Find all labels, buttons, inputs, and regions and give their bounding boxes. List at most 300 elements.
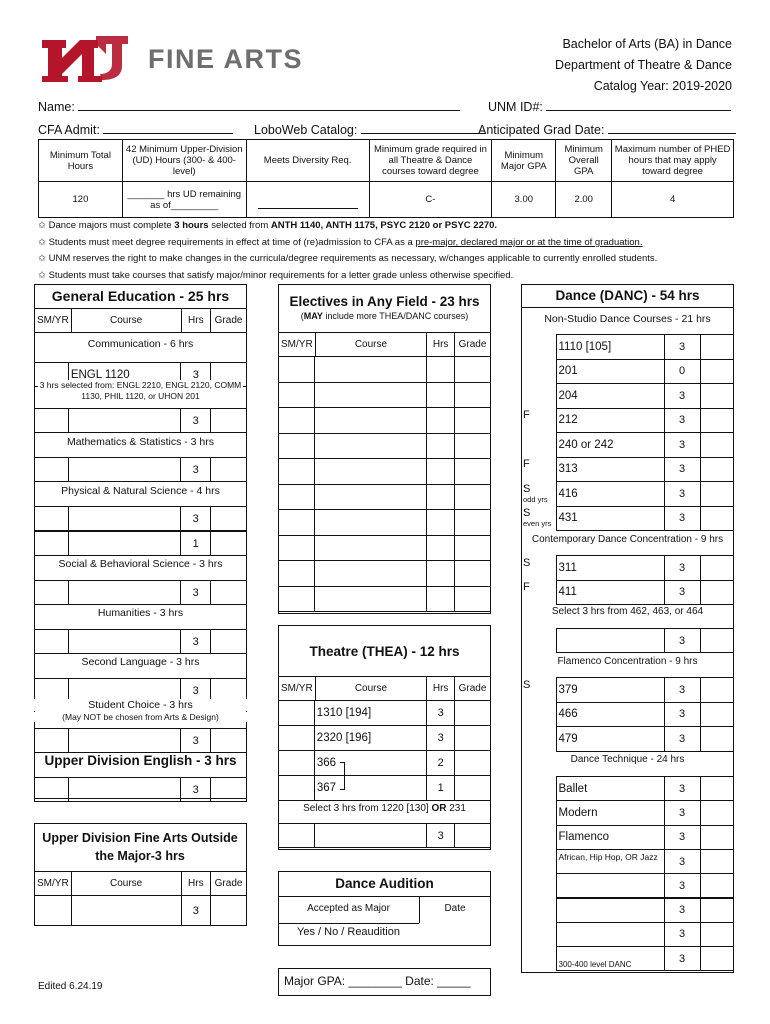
elective-row-2-c2[interactable] (427, 408, 455, 434)
gen-ed-engl-c2: 3 (181, 363, 211, 387)
dance-ns-row-4 (521, 432, 734, 458)
gen-ed-math: Mathematics & Statistics - 3 hrs (66, 436, 215, 448)
dance-flam-row-0-hrs: 3 (664, 678, 700, 703)
summary-v7: 4 (612, 182, 734, 218)
th-col-course: Course (315, 677, 427, 701)
dance-ns-row-0-course: 1110 [105] (556, 335, 664, 360)
ud-fine-arts-table (34, 871, 247, 926)
dance-tech-row-2 (521, 825, 734, 850)
dance-flam-row-2 (521, 726, 734, 752)
catalog-year: Catalog Year: 2019-2020 (593, 79, 732, 93)
dance-cont-row-0-term: S (523, 556, 531, 569)
dance-ns-row-6-grade[interactable] (700, 482, 734, 507)
gen-ed-phys-row2-c1[interactable] (68, 532, 180, 556)
electives-paren: ( (300, 311, 304, 321)
grad-date-field[interactable] (478, 123, 736, 137)
gen-ed-phys-row2 (34, 531, 247, 556)
dance-ns-row-6-pre (521, 482, 556, 507)
dance-tech-row-0-grade[interactable] (700, 777, 734, 801)
summary-h3: Meets Diversity Req. (246, 140, 369, 182)
dance-tech-row-1-course: Modern (556, 801, 664, 825)
dance-tech-row-5-grade[interactable] (700, 898, 734, 922)
dance-cont-row-1-course: 411 (556, 580, 664, 605)
gen-ed-choice-note: (May NOT be chosen from Arts & Design) (34, 712, 247, 722)
gen-ed-comm2-c0[interactable] (35, 409, 69, 433)
elective-row-8 (278, 560, 491, 587)
dance-non-studio: Non-Studio Dance Courses - 21 hrs (544, 313, 711, 325)
elective-row-7-c0[interactable] (279, 535, 315, 561)
dance-ns-row-2-pre (521, 384, 556, 409)
loboweb-label: LoboWeb Catalog: (254, 123, 358, 137)
dance-flam-row-1-pre (521, 702, 556, 727)
name-field[interactable] (38, 100, 460, 114)
cfa-admit-line[interactable] (103, 133, 233, 134)
dance-flam-row-0 (521, 677, 734, 703)
dance-cont-row-0-grade[interactable] (700, 556, 734, 581)
elective-row-0-c2[interactable] (427, 357, 455, 383)
th-sel-course[interactable] (314, 824, 426, 848)
gen-ed-choice-row (34, 728, 247, 753)
dance-ns-row-3-hrs: 3 (664, 408, 700, 433)
grad-date-line[interactable] (608, 133, 736, 134)
ud-english-smyr[interactable] (35, 778, 69, 802)
gen-ed-math-row-c1[interactable] (68, 458, 180, 482)
dance-flamenco-conc: Flamenco Concentration - 9 hrs (557, 656, 698, 667)
ud-english-course[interactable] (68, 778, 180, 802)
gen-ed-choice-row-c3[interactable] (211, 729, 247, 753)
dance-tech-row-6-course[interactable] (556, 922, 664, 946)
electives-sub: include more THEA/DANC courses) (322, 311, 469, 321)
unm-id-line[interactable] (546, 110, 731, 111)
elective-row-3-c1[interactable] (314, 433, 426, 459)
dance-cont-row-1 (521, 580, 734, 606)
th-sel-smyr[interactable] (279, 824, 315, 848)
gen-ed-hum-row-c1[interactable] (68, 630, 180, 654)
gen-ed-social-row-c2: 3 (181, 581, 211, 605)
dance-tech-row-6-pre (521, 922, 556, 946)
elective-row-3-c2[interactable] (427, 433, 455, 459)
dance-cont-row-1-grade[interactable] (700, 580, 734, 605)
gen-ed-comm2-c1[interactable] (68, 409, 180, 433)
edited-date: Edited 6.24.19 (38, 981, 103, 992)
dance-tech-row-1-hrs: 3 (664, 801, 700, 825)
gen-ed-comm2-c3[interactable] (211, 409, 247, 433)
ud-fa-smyr[interactable] (35, 896, 72, 926)
audition-date[interactable]: Date (444, 903, 466, 914)
gen-ed-choice-row-c2: 3 (181, 729, 211, 753)
el-col-smyr: SM/YR (279, 333, 316, 357)
dance-tech-row-6-grade[interactable] (700, 922, 734, 946)
dance-tech-row-1-pre (521, 801, 556, 825)
summary-v3[interactable] (246, 182, 369, 218)
department-name: Department of Theatre & Dance (555, 58, 732, 72)
dance-ns-row-2-course: 204 (556, 384, 664, 409)
dance-flam-row-2-pre (521, 727, 556, 752)
elective-row-5-c1[interactable] (314, 484, 426, 510)
electives-table (278, 332, 491, 357)
note-2 (38, 237, 642, 248)
summary-h4: Minimum grade required in all Theatre & Dance courses toward degree (369, 140, 492, 182)
elective-row-2-c3[interactable] (455, 408, 491, 434)
dance-flam-row-2-course: 479 (556, 727, 664, 752)
dance-flam-row-1 (521, 702, 734, 728)
dance-ns-row-5-grade[interactable] (700, 457, 734, 482)
dance-flam-row-0-term: S (523, 678, 531, 691)
elective-row-5 (278, 484, 491, 511)
dance-ns-row-7-pre (521, 506, 556, 531)
dance-ns-row-4-course: 240 or 242 (556, 433, 664, 458)
dance-tech-row-0-hrs: 3 (664, 777, 700, 801)
elective-row-9-c3[interactable] (455, 586, 491, 612)
gen-ed-phys-row2-c0[interactable] (35, 532, 69, 556)
elective-row-7-c2[interactable] (427, 535, 455, 561)
theatre-row-2-c3[interactable] (455, 751, 491, 776)
dance-ns-row-6-course: 416 (556, 482, 664, 507)
ud-english-grade[interactable] (211, 778, 247, 802)
elective-row-4-c0[interactable] (279, 459, 315, 485)
note-3: ✩ UNM reserves the right to make changes in the curricula/degree requirements as necessary, w/changes applicable to currently enrolled students. (38, 253, 658, 264)
el-col-course: Course (315, 333, 427, 357)
grad-date-label: Anticipated Grad Date: (478, 123, 605, 137)
gen-ed-social: Social & Behavioral Science - 3 hrs (58, 558, 223, 570)
el-col-hrs: Hrs (427, 333, 455, 357)
dance-tech-row-2-hrs: 3 (664, 825, 700, 849)
gen-ed-engl-note: 3 hrs selected from: ENGL 2210, ENGL 2120, COMM 1130, PHIL 1120, or UHON 201 (39, 380, 242, 401)
dance-cont-select-row-hrs: 3 (664, 629, 700, 653)
dance-ns-row-5-hrs: 3 (664, 457, 700, 482)
dance-ns-row-7-grade[interactable] (700, 506, 734, 531)
elective-row-9-c2[interactable] (427, 586, 455, 612)
elective-row-0 (278, 356, 491, 383)
dance-ns-row-4-pre (521, 433, 556, 458)
gen-ed-math-row-c0[interactable] (35, 458, 69, 482)
elective-row-0-c3[interactable] (455, 357, 491, 383)
ud-english-hrs: 3 (181, 778, 211, 802)
dance-tech-row-7-grade[interactable] (700, 947, 734, 971)
dance-cont-row-0-hrs: 3 (664, 556, 700, 581)
gen-ed-lang: Second Language - 3 hrs (81, 656, 200, 668)
dance-tech-row-4-pre (521, 874, 556, 898)
ud-fa-hrs: 3 (181, 896, 211, 926)
dance-tech-row-4 (521, 873, 734, 898)
gen-ed-phys-row2-c3[interactable] (211, 532, 247, 556)
dance-ns-row-3-pre (521, 408, 556, 433)
dance-ns-row-4-hrs: 3 (664, 433, 700, 458)
gen-ed-phys: Physical & Natural Science - 4 hrs (61, 485, 220, 497)
ud-fine-arts-title: Upper Division Fine Arts Outside the Major-3 hrs (42, 831, 238, 863)
theatre-bracket (340, 762, 345, 790)
elective-row-6-c2[interactable] (427, 510, 455, 536)
dance-technique: Dance Technique - 24 hrs (570, 754, 685, 765)
th-col-grade: Grade (455, 677, 491, 701)
ud-english-row[interactable] (34, 777, 247, 802)
theatre-row-1-c3[interactable] (455, 726, 491, 751)
cfa-admit-field[interactable] (38, 123, 233, 137)
theatre-row-0-c0[interactable] (279, 701, 315, 726)
unm-logo-icon (40, 36, 132, 82)
elective-row-2-c0[interactable] (279, 408, 315, 434)
gen-ed-header (34, 308, 247, 333)
elective-row-3-c0[interactable] (279, 433, 315, 459)
note-1 (38, 220, 497, 231)
dance-cont-select-row (521, 628, 734, 653)
elective-row-1-c0[interactable] (279, 382, 315, 408)
dance-ns-row-7-hrs: 3 (664, 506, 700, 531)
electives-may: MAY (303, 311, 323, 321)
elective-row-9-c1[interactable] (314, 586, 426, 612)
theatre-select-b: 231 (446, 803, 466, 814)
unm-logo (40, 36, 132, 82)
note-2a: ✩ Students must meet degree requirements in effect at time of (re)admission to CFA as a (38, 237, 416, 248)
degree-header (555, 34, 732, 97)
dance-ns-row-5 (521, 457, 734, 483)
gen-ed-phys-row-c2: 3 (181, 507, 211, 531)
summary-h5: Minimum Major GPA (492, 140, 556, 182)
elective-row-9 (278, 586, 491, 613)
dance-tech-row-2-course: Flamenco (556, 825, 664, 849)
dance-tech-row-3-course: African, Hip Hop, OR Jazz (556, 849, 664, 873)
gen-ed-hum-row-c0[interactable] (35, 630, 69, 654)
dance-cont-row-0-pre (521, 556, 556, 581)
loboweb-line[interactable] (361, 133, 486, 134)
elective-row-9-c0[interactable] (279, 586, 315, 612)
theatre-row-0 (278, 700, 491, 726)
theatre-select-note (278, 803, 491, 814)
summary-h2: 42 Minimum Upper-Division (UD) Hours (300- & 400-level) (122, 140, 246, 182)
gen-ed-choice-row-c0[interactable] (35, 729, 69, 753)
dance-tech-row-5-hrs: 3 (664, 898, 700, 922)
elective-row-4-c2[interactable] (427, 459, 455, 485)
note-4: ✩ Students must take courses that satisfy major/minor requirements for a letter grade unless otherwise specified. (38, 270, 514, 281)
gen-ed-hum-row (34, 629, 247, 654)
dance-flam-row-1-grade[interactable] (700, 702, 734, 727)
gen-ed-phys-row-c1[interactable] (68, 507, 180, 531)
dance-tech-row-3-grade[interactable] (700, 849, 734, 873)
summary-h1: Minimum Total Hours (39, 140, 123, 182)
dance-ns-row-5-course: 313 (556, 457, 664, 482)
note-1d: ANTH 1140, ANTH 1175, PSYC 2120 or PSYC 2270. (270, 220, 498, 231)
dance-ns-row-0-grade[interactable] (700, 335, 734, 360)
gen-ed-title: General Education - 25 hrs (51, 288, 230, 304)
name-label: Name: (38, 100, 75, 114)
name-line[interactable] (78, 110, 460, 111)
elective-row-8-c0[interactable] (279, 561, 315, 587)
dance-cont-row-1-term: F (523, 581, 530, 593)
gen-ed-phys-row2-c2: 1 (181, 532, 211, 556)
dance-ns-row-3-term: F (523, 409, 530, 421)
gen-ed-social-row (34, 580, 247, 605)
theatre-row-1-c1: 2320 [196] (314, 726, 426, 751)
summary-h6: Minimum Overall GPA (556, 140, 612, 182)
dance-ns-row-3-course: 212 (556, 408, 664, 433)
dance-ns-row-5-pre (521, 457, 556, 482)
elective-row-8-c2[interactable] (427, 561, 455, 587)
dance-flam-row-1-hrs: 3 (664, 702, 700, 727)
elective-row-5-c3[interactable] (455, 484, 491, 510)
dance-cont-row-0 (521, 555, 734, 581)
summary-v2[interactable] (122, 182, 246, 218)
dance-tech-row-4-hrs: 3 (664, 874, 700, 898)
dance-ns-row-3-grade[interactable] (700, 408, 734, 433)
gen-ed-col-smyr: SM/YR (35, 309, 72, 333)
gen-ed-social-row-c1[interactable] (68, 581, 180, 605)
theatre-row-1-c0[interactable] (279, 726, 315, 751)
dance-flam-row-0-pre (521, 678, 556, 703)
elective-row-5-c2[interactable] (427, 484, 455, 510)
gen-ed-choice: Student Choice - 3 hrs (34, 699, 247, 711)
theatre-row-3-c0[interactable] (279, 776, 315, 801)
elective-row-1-c1[interactable] (314, 382, 426, 408)
dance-ns-row-1-course: 201 (556, 359, 664, 384)
unm-id-field[interactable] (488, 100, 731, 114)
dance-title-divider (521, 307, 734, 308)
dance-flam-row-0-course: 379 (556, 678, 664, 703)
theatre-row-2-c0[interactable] (279, 751, 315, 776)
gen-ed-phys-row-c3[interactable] (211, 507, 247, 531)
gen-ed-col-hrs: Hrs (181, 309, 211, 333)
th-sel-grade[interactable] (455, 824, 491, 848)
audition-divider-2 (278, 923, 419, 924)
gen-ed-math-row-c3[interactable] (211, 458, 247, 482)
theatre-row-2-c1: 366 (314, 751, 426, 776)
note-1a: ✩ Dance majors must complete (38, 220, 175, 231)
dance-ns-row-2 (521, 383, 734, 409)
theatre-select-row[interactable] (278, 823, 491, 848)
theatre-row-3-c3[interactable] (455, 776, 491, 801)
dance-flam-row-2-grade[interactable] (700, 727, 734, 752)
gen-ed-choice-row-c1[interactable] (68, 729, 180, 753)
dance-cont-select-row-pre (521, 629, 556, 653)
major-gpa-field[interactable]: Major GPA: ________ Date: _____ (284, 974, 471, 988)
gen-ed-comm: Communication - 6 hrs (87, 338, 194, 350)
elective-row-0-c1[interactable] (314, 357, 426, 383)
gen-ed-social-row-c3[interactable] (211, 581, 247, 605)
electives-title: Electives in Any Field - 23 hrs (289, 294, 480, 309)
dance-ns-row-2-hrs: 3 (664, 384, 700, 409)
dance-tech-row-0-course: Ballet (556, 777, 664, 801)
theatre-select-a: Select 3 hrs from 1220 [130] (303, 803, 432, 814)
dance-tech-row-6-hrs: 3 (664, 922, 700, 946)
ud-english-title: Upper Division English - 3 hrs (44, 753, 237, 768)
elective-row-1 (278, 382, 491, 409)
ud-fa-col-hrs: Hrs (181, 872, 211, 896)
dance-tech-row-5-course[interactable] (556, 898, 664, 922)
dance-cont-row-1-hrs: 3 (664, 580, 700, 605)
elective-row-6 (278, 509, 491, 536)
dance-tech-row-3 (521, 849, 734, 874)
elective-row-3-c3[interactable] (455, 433, 491, 459)
dance-tech-row-5 (521, 898, 734, 923)
elective-row-1-c2[interactable] (427, 382, 455, 408)
elective-row-4-c1[interactable] (314, 459, 426, 485)
elective-row-7-c1[interactable] (314, 535, 426, 561)
elective-row-7-c3[interactable] (455, 535, 491, 561)
elective-row-4-c3[interactable] (455, 459, 491, 485)
elective-row-0-c0[interactable] (279, 357, 315, 383)
dance-cont-select-row-grade[interactable] (700, 629, 734, 653)
dance-tech-row-1-grade[interactable] (700, 801, 734, 825)
elective-row-8-c1[interactable] (314, 561, 426, 587)
elective-row-6-c0[interactable] (279, 510, 315, 536)
dance-tech-row-0-pre (521, 777, 556, 801)
dance-tech-row-2-pre (521, 825, 556, 849)
gen-ed-col-course: Course (71, 309, 181, 333)
gen-ed-hum-row-c3[interactable] (211, 630, 247, 654)
dance-tech-row-5-pre (521, 898, 556, 922)
degree-title: Bachelor of Arts (BA) in Dance (562, 37, 732, 51)
dance-tech-row-2-grade[interactable] (700, 825, 734, 849)
summary-h7: Maximum number of PHED hours that may apply toward degree (612, 140, 734, 182)
gen-ed-social-row-c0[interactable] (35, 581, 69, 605)
dance-tech-row-7-course: 300-400 level DANC (556, 947, 664, 971)
dance-tech-row-3-hrs: 3 (664, 849, 700, 873)
gen-ed-comm2-c2: 3 (181, 409, 211, 433)
theatre-row-1-c2: 3 (427, 726, 455, 751)
elective-row-6-c1[interactable] (314, 510, 426, 536)
dance-ns-row-1-pre (521, 359, 556, 384)
audition-options[interactable]: Yes / No / Reaudition (297, 926, 400, 938)
theatre-row-0-c1: 1310 [194] (314, 701, 426, 726)
gen-ed-comm2 (34, 408, 247, 433)
note-1b: 3 hours (174, 220, 209, 231)
fine-arts-logo-text: FINE ARTS (148, 44, 303, 74)
dance-cont-row-1-pre (521, 580, 556, 605)
electives-subtitle (278, 311, 491, 321)
theatre-row-2-c2: 2 (427, 751, 455, 776)
elective-row-5-c0[interactable] (279, 484, 315, 510)
dance-title: Dance (DANC) - 54 hrs (555, 288, 700, 303)
loboweb-field[interactable] (254, 123, 486, 137)
dance-contemporary: Contemporary Dance Concentration - 9 hrs (531, 534, 724, 545)
gen-ed-math-row-c2: 3 (181, 458, 211, 482)
dance-tech-row-4-course[interactable] (556, 874, 664, 898)
summary-v4: C- (369, 182, 492, 218)
dance-ns-row-2-grade[interactable] (700, 384, 734, 409)
ud-fa-grade[interactable] (211, 896, 247, 926)
elective-row-2 (278, 407, 491, 434)
ud-fa-course[interactable] (71, 896, 181, 926)
dance-tech-row-7-pre (521, 947, 556, 971)
theatre-row-0-c3[interactable] (455, 701, 491, 726)
dance-ns-row-7-note: even yrs (523, 519, 552, 528)
note-2b: pre-major, declared major or at the time of graduation. (415, 237, 643, 248)
audition-title: Dance Audition (335, 876, 434, 891)
dance-flam-row-0-grade[interactable] (700, 678, 734, 703)
dance-tech-row-6 (521, 922, 734, 947)
dance-tech-row-1 (521, 800, 734, 825)
dance-ns-row-1-grade[interactable] (700, 359, 734, 384)
elective-row-6-c3[interactable] (455, 510, 491, 536)
gen-ed-engl-c1: ENGL 1120 (68, 363, 181, 387)
elective-row-1-c3[interactable] (455, 382, 491, 408)
dance-ns-row-4-grade[interactable] (700, 433, 734, 458)
ud-fa-col-smyr: SM/YR (35, 872, 72, 896)
dance-ns-row-1 (521, 359, 734, 385)
dance-tech-row-4-grade[interactable] (700, 874, 734, 898)
summary-table (38, 139, 734, 218)
theatre-title: Theatre (THEA) - 12 hrs (309, 644, 460, 659)
gen-ed-phys-row-c0[interactable] (35, 507, 69, 531)
elective-row-2-c1[interactable] (314, 408, 426, 434)
dance-ns-row-0-hrs: 3 (664, 335, 700, 360)
gen-ed-math-row (34, 457, 247, 482)
dance-ns-row-6-note: odd yrs (523, 494, 548, 504)
dance-cont-select-row-course[interactable] (556, 629, 664, 653)
summary-v6: 2.00 (556, 182, 612, 218)
elective-row-8-c3[interactable] (455, 561, 491, 587)
th-col-hrs: Hrs (427, 677, 455, 701)
theatre-row-3 (278, 775, 491, 801)
